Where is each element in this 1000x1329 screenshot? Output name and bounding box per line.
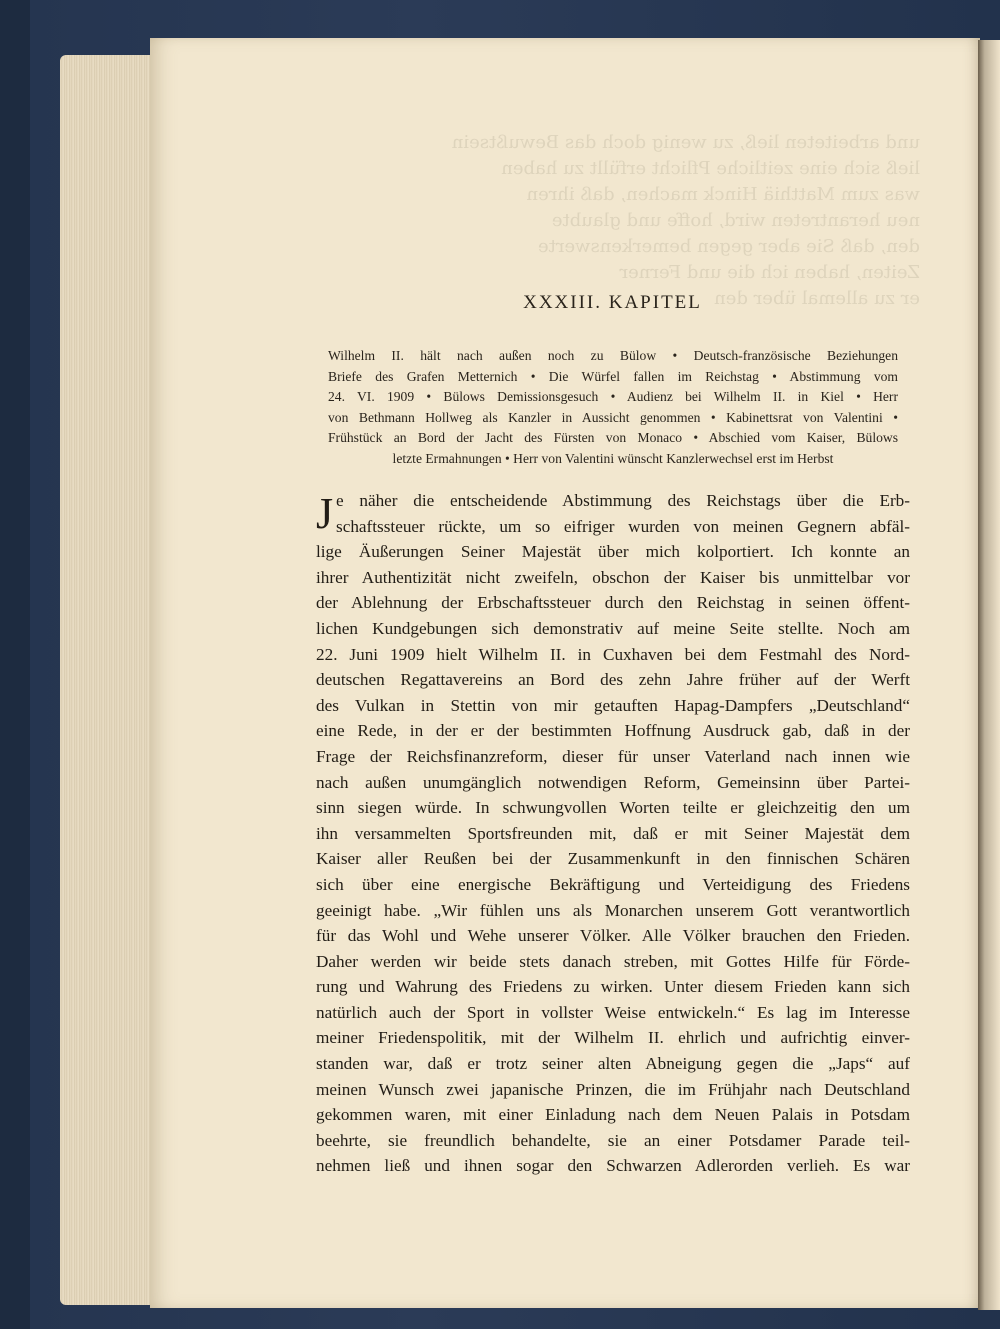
text-line: natürlich auch der Sport in vollster Weise entwickeln.“ Es lag im Interesse (316, 1002, 910, 1022)
text-line: der Ablehnung der Erbschaftssteuer durch den Reichstag in seinen öffent- (316, 593, 910, 613)
text-line: rung und Wahrung des Friedens zu wirken. Unter diesem Frieden kann sich (316, 977, 910, 997)
drop-cap: J (316, 489, 334, 538)
body-text (316, 488, 910, 1179)
text-line: geeinigt habe. „Wir fühlen uns als Monarchen unserem Gott verantwortlich (316, 900, 910, 920)
text-line: beehrte, sie freundlich behandelte, sie an einer Potsdamer Parade teil- (316, 1130, 910, 1150)
text-line: meinen Wunsch zwei japanische Prinzen, die im Frühjahr nach Deutschland (316, 1079, 910, 1099)
text-line: eine Rede, in der er der bestimmten Hoffnung Ausdruck gab, daß in der (316, 721, 910, 741)
text-line: sinn siegen würde. In schwungvollen Worten teilte er gleichzeitig den um (316, 798, 910, 818)
text-line: standen war, daß er trotz seiner alten Abneigung gegen die „Japs“ auf (316, 1054, 910, 1074)
synopsis-line: Frühstück an Bord der Jacht des Fürsten von Monaco • Abschied vom Kaiser, Bülows (328, 430, 898, 445)
text-line: e näher die entscheidende Abstimmung des Reichstags über die Erb- (336, 491, 910, 510)
synopsis-line: Wilhelm II. hält nach außen noch zu Bülow • Deutsch-französische Beziehungen (328, 348, 898, 363)
text-line: gekommen waren, mit einer Einladung nach dem Neuen Palais in Potsdam (316, 1105, 910, 1125)
chapter-synopsis (328, 346, 898, 469)
synopsis-line: letzte Ermahnungen • Herr von Valentini wünscht Kanzlerwechsel erst im Herbst (392, 450, 834, 466)
facing-page-edge (978, 40, 1000, 1310)
text-line: ihrer Authentizität nicht zweifeln, obschon der Kaiser bis unmittelbar vor (316, 567, 910, 587)
text-line: lichen Kundgebungen sich demonstrativ auf meine Seite stellte. Noch am (316, 618, 910, 638)
text-line: schaftssteuer rückte, um so eifriger wurden von meinen Gegnern abfäl- (336, 516, 910, 536)
synopsis-line: 24. VI. 1909 • Bülows Demissionsgesuch • Audienz bei Wilhelm II. in Kiel • Herr (328, 389, 898, 404)
text-line: Frage der Reichsfinanzreform, dieser für unser Vaterland nach innen wie (316, 746, 910, 766)
chapter-title: XXXIII. KAPITEL (523, 292, 702, 313)
text-line: für das Wohl und Wehe unserer Völker. Alle Völker brauchen den Frieden. (316, 926, 910, 946)
text-line: nach außen unumgänglich notwendigen Reform, Gemeinsinn über Partei- (316, 772, 910, 792)
text-line: 22. Juni 1909 hielt Wilhelm II. in Cuxhaven bei dem Festmahl des Nord- (316, 644, 910, 664)
text-line: deutschen Regattavereins an Bord des zehn Jahre früher auf der Werft (316, 670, 910, 690)
show-through-texture: und arbeiteten ließ, zu wenig doch das Bewußtsein ließ sich eine zeitliche Pflicht erfüllt zu haben was zum Matthiä Hinck machen, daß ihren neu herantreten wird, hoffe und glaubte den, daß Sie aber gegen bemerkenswerte Zeiten, haben ich die und Ferner er zu allemal über den (451, 132, 920, 309)
text-line: sich über eine energische Bekräftigung und Verteidigung des Friedens (316, 874, 910, 894)
synopsis-line: von Bethmann Hollweg als Kanzler in Aussicht genommen • Kabinettsrat von Valentini • (328, 409, 898, 425)
text-line: Kaiser aller Reußen bei der Zusammenkunft in den finnischen Schären (316, 849, 910, 869)
text-line: des Vulkan in Stettin von mir getauften Hapag-Dampfers „Deutschland“ (316, 695, 910, 715)
text-line: Daher werden wir beide stets danach streben, mit Gottes Hilfe für Förde- (316, 951, 910, 971)
synopsis-line: Briefe des Grafen Metternich • Die Würfel fallen im Reichstag • Abstimmung vom (328, 368, 898, 384)
text-line: nehmen ließ und ihnen sogar den Schwarzen Adlerorden verlieh. Es war (316, 1156, 910, 1176)
text-line: meiner Friedenspolitik, mit der Wilhelm II. ehrlich und aufrichtig einver- (316, 1028, 910, 1048)
text-line: lige Äußerungen Seiner Majestät über mich kolportiert. Ich konnte an (316, 542, 910, 562)
text-line: ihn versammelten Sportsfreunden mit, daß er mit Seiner Majestät dem (316, 823, 910, 843)
